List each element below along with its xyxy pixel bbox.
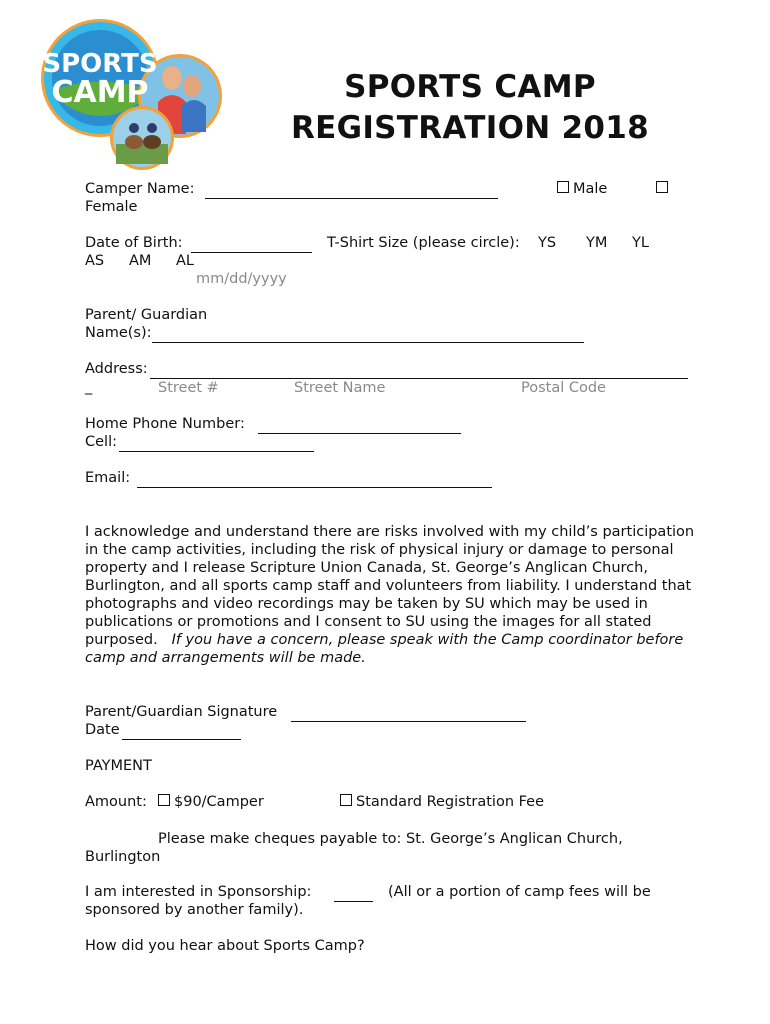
size-as[interactable]: AS (85, 253, 105, 269)
male-checkbox[interactable] (557, 181, 569, 193)
size-ys[interactable]: YS (538, 235, 557, 251)
sponsorship-note-line1: (All or a portion of camp fees will be (388, 884, 651, 900)
dob-label: Date of Birth: (85, 235, 183, 251)
cheques-line2: Burlington (85, 849, 161, 865)
page-title (270, 67, 670, 149)
logo-graphic (40, 18, 230, 173)
home-phone-label: Home Phone Number: (85, 416, 245, 432)
cheques-line1: Please make cheques payable to: St. George’s Anglican Church, (158, 831, 623, 847)
camper-name-label: Camper Name: (85, 181, 195, 197)
cell-label: Cell: (85, 434, 117, 450)
parent-label-line2: Name(s): (85, 325, 152, 341)
female-checkbox[interactable] (656, 181, 672, 197)
amount-option-90[interactable] (158, 794, 264, 810)
amount-label: Amount: (85, 794, 147, 810)
camper-name-field[interactable] (205, 198, 498, 199)
street-name-hint: Street Name (294, 380, 386, 396)
amount-option-standard[interactable] (340, 794, 544, 810)
amount-90-checkbox[interactable] (158, 794, 170, 806)
dob-field[interactable] (191, 252, 312, 253)
waiver-text: I acknowledge and understand there are risks involved with my child’s participation in the camp activities, including the risk of physical injury or damage to personal property and I release Scripture Union Canada, St. George’s Anglican Church, Burlington, and all sports camp staff and volunteers from liability. I understand that photographs and video recordings may be taken by SU which may be used in publications or promotions and I consent to SU using the images for all stated purposed. (85, 524, 695, 648)
sponsorship-label: I am interested in Sponsorship: (85, 884, 312, 900)
female-label: Female (85, 199, 138, 215)
cell-field[interactable] (119, 451, 314, 452)
male-option[interactable] (557, 181, 607, 197)
signature-label: Parent/Guardian Signature (85, 704, 278, 720)
signature-field[interactable] (291, 721, 526, 722)
svg-text:CAMP: CAMP (51, 75, 149, 110)
svg-text:SPORTS: SPORTS (42, 49, 158, 79)
address-field[interactable] (150, 378, 688, 379)
street-number-hint: Street # (158, 380, 219, 396)
dob-hint: mm/dd/yyyy (196, 271, 287, 287)
address-underscore: _ (85, 379, 93, 395)
payment-heading: PAYMENT (85, 758, 152, 774)
email-field[interactable] (137, 487, 492, 488)
sponsorship-field[interactable] (334, 901, 373, 902)
hear-about-question: How did you hear about Sports Camp? (85, 938, 365, 954)
home-phone-field[interactable] (258, 433, 461, 434)
postal-code-hint: Postal Code (521, 380, 606, 396)
standard-fee-label: Standard Registration Fee (356, 794, 545, 810)
address-label: Address: (85, 361, 148, 377)
title-line-1: SPORTS CAMP (344, 69, 596, 105)
email-label: Email: (85, 470, 131, 486)
sponsorship-note-line2: sponsored by another family). (85, 902, 304, 918)
date-label: Date (85, 722, 120, 738)
title-line-2: REGISTRATION 2018 (290, 110, 650, 146)
size-ym[interactable]: YM (586, 235, 608, 251)
date-field[interactable] (122, 739, 241, 740)
male-label: Male (573, 181, 608, 197)
waiver-italic-note: If you have a concern, please speak with the Camp coordinator before camp and arrangements will be made. (85, 632, 684, 666)
sports-camp-logo (40, 18, 230, 173)
size-al[interactable]: AL (176, 253, 194, 269)
size-yl[interactable]: YL (632, 235, 649, 251)
tshirt-label: T-Shirt Size (please circle): (327, 235, 520, 251)
size-am[interactable]: AM (129, 253, 152, 269)
waiver-paragraph (85, 523, 695, 667)
amount-90-label: $90/Camper (174, 794, 264, 810)
standard-fee-checkbox[interactable] (340, 794, 352, 806)
parent-label-line1: Parent/ Guardian (85, 307, 208, 323)
parent-name-field[interactable] (152, 342, 584, 343)
